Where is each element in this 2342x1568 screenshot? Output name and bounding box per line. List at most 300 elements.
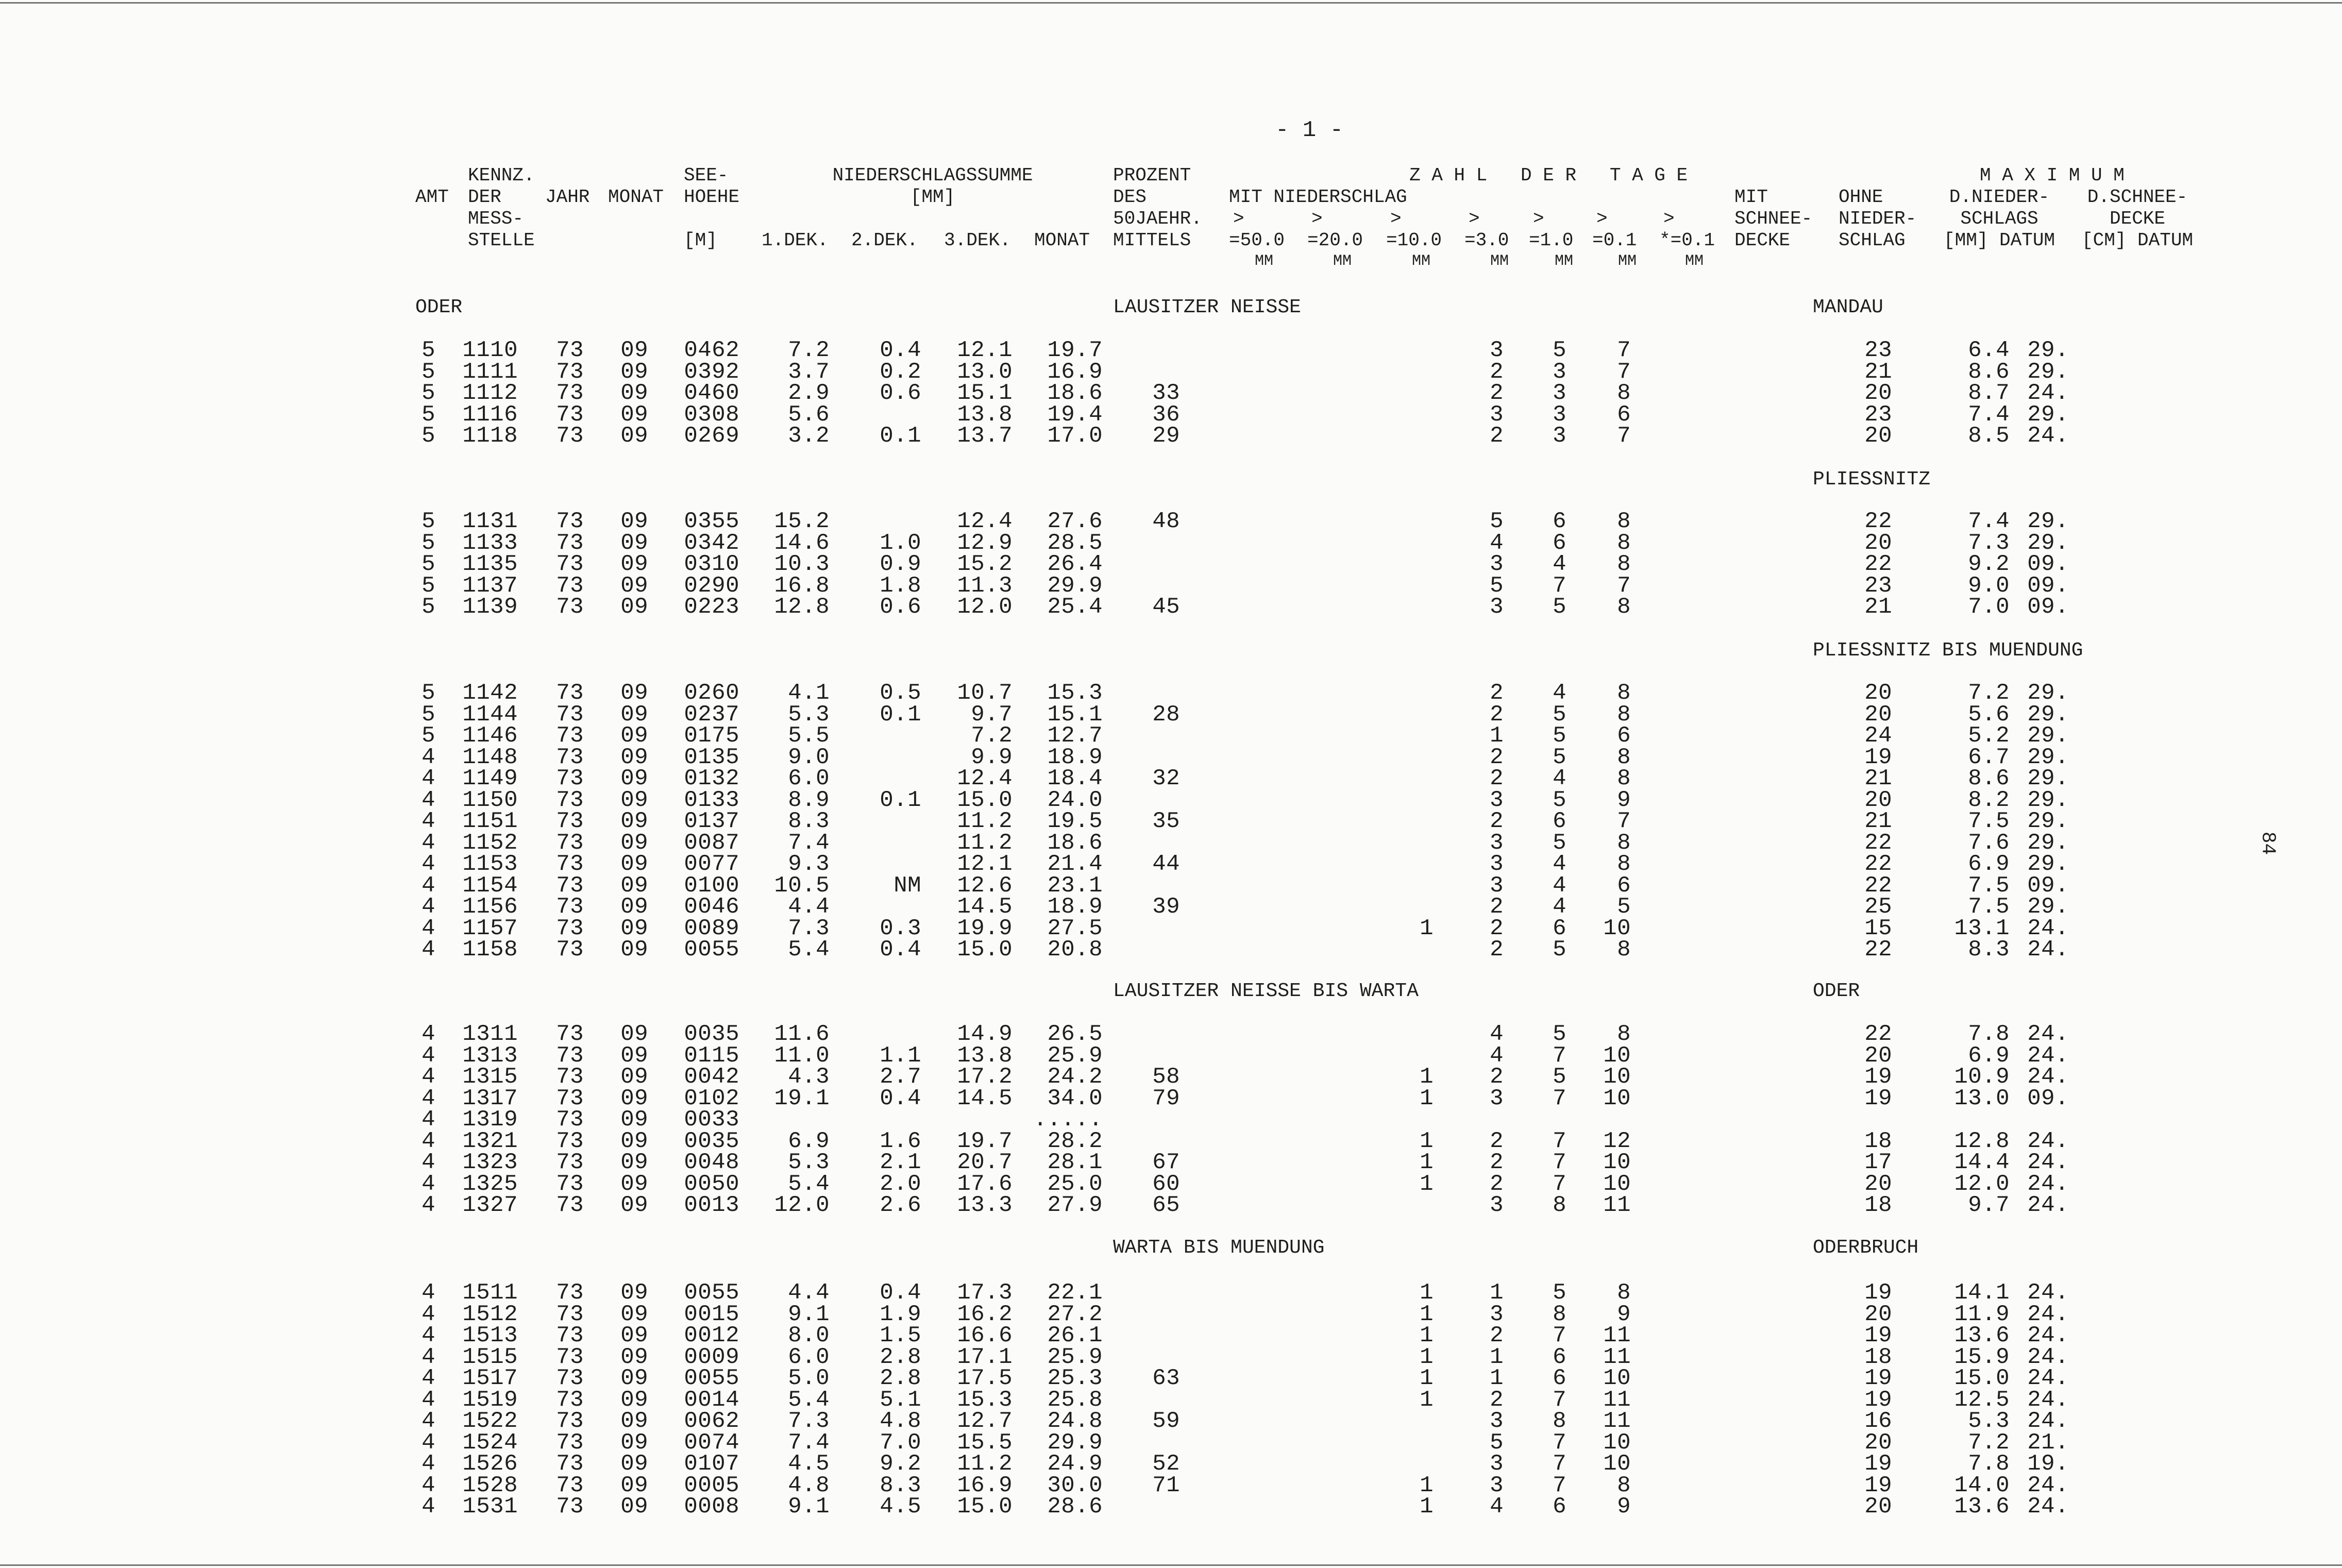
cell-jahr: 73 bbox=[556, 1472, 584, 1498]
cell-amt: 4 bbox=[422, 1408, 435, 1434]
cell-tage-1: 6 bbox=[1553, 530, 1566, 556]
cell-amt: 4 bbox=[422, 1128, 435, 1154]
cell-monat-sum: 28.6 bbox=[1047, 1494, 1103, 1520]
cell-dek2: 4.5 bbox=[880, 1494, 921, 1520]
cell-monat: 09 bbox=[620, 1192, 648, 1218]
cell-amt: 4 bbox=[422, 872, 435, 899]
cell-max-niederschlag: 8.6 bbox=[1968, 766, 2010, 791]
header-mit-niederschlag: MIT NIEDERSCHLAG bbox=[1229, 187, 1407, 208]
cell-jahr: 73 bbox=[556, 937, 584, 963]
cell-tage-3: 3 bbox=[1490, 1472, 1504, 1498]
cell-dek3: 12.1 bbox=[957, 851, 1013, 877]
cell-dek1: 6.0 bbox=[788, 1344, 830, 1370]
cell-max-niederschlag: 6.4 bbox=[1968, 338, 2010, 363]
cell-ohne-niederschlag: 23 bbox=[1864, 572, 1892, 599]
cell-amt: 4 bbox=[422, 1323, 435, 1348]
cell-hoehe: 0008 bbox=[684, 1494, 739, 1520]
cell-jahr: 73 bbox=[556, 1042, 584, 1069]
header-zahl-der-tage: Z A H L D E R T A G E bbox=[1409, 165, 1688, 186]
cell-tage-01: 8 bbox=[1617, 830, 1631, 856]
cell-tage-1: 7 bbox=[1553, 572, 1566, 599]
cell-max-datum: 29. bbox=[2027, 701, 2069, 728]
cell-jahr: 73 bbox=[556, 894, 584, 920]
cell-max-niederschlag: 7.5 bbox=[1968, 894, 2010, 920]
cell-monat-sum: 15.1 bbox=[1047, 701, 1103, 728]
cell-dek2: 0.1 bbox=[880, 701, 921, 728]
cell-tage-3: 2 bbox=[1490, 808, 1504, 834]
header-jahr: JAHR bbox=[545, 187, 590, 208]
cell-station-id: 1522 bbox=[462, 1408, 518, 1434]
cell-monat: 09 bbox=[620, 359, 648, 385]
section-label: LAUSITZER NEISSE BIS WARTA bbox=[1113, 980, 1419, 1002]
cell-dek2: 8.3 bbox=[880, 1472, 921, 1498]
cell-jahr: 73 bbox=[556, 1192, 584, 1218]
cell-max-niederschlag: 13.0 bbox=[1954, 1085, 2010, 1111]
area-label: PLIESSNITZ BIS MUENDUNG bbox=[1813, 639, 2083, 662]
cell-tage-1: 5 bbox=[1553, 1021, 1566, 1047]
cell-ohne-niederschlag: 23 bbox=[1864, 338, 1892, 363]
cell-dek2: 2.0 bbox=[880, 1171, 921, 1197]
cell-max-niederschlag: 12.0 bbox=[1954, 1171, 2010, 1197]
cell-tage-01: 7 bbox=[1617, 359, 1631, 385]
cell-monat: 09 bbox=[620, 915, 648, 941]
cell-max-datum: 19. bbox=[2027, 1451, 2069, 1477]
cell-monat: 09 bbox=[620, 1344, 648, 1370]
cell-dek3: 16.2 bbox=[957, 1301, 1013, 1327]
cell-dek1: 11.0 bbox=[774, 1042, 830, 1069]
cell-jahr: 73 bbox=[556, 808, 584, 834]
cell-monat-sum: ..... bbox=[1033, 1107, 1103, 1133]
area-label: ODER bbox=[1813, 980, 1860, 1002]
cell-dek3: 17.3 bbox=[957, 1280, 1013, 1306]
cell-dek1: 10.3 bbox=[774, 551, 830, 577]
cell-jahr: 73 bbox=[556, 380, 584, 406]
cell-jahr: 73 bbox=[556, 1107, 584, 1133]
cell-monat: 09 bbox=[620, 551, 648, 577]
cell-tage-01: 10 bbox=[1603, 1365, 1631, 1391]
cell-amt: 4 bbox=[422, 766, 435, 791]
cell-tage-3: 1 bbox=[1490, 723, 1504, 749]
header-threshold: =50.0 bbox=[1229, 230, 1285, 251]
header-threshold-unit: MM bbox=[1555, 252, 1574, 270]
cell-tage-1: 7 bbox=[1553, 1042, 1566, 1069]
cell-dek1: 5.0 bbox=[788, 1365, 830, 1391]
cell-dek3: 20.7 bbox=[957, 1150, 1013, 1175]
cell-tage-01: 8 bbox=[1617, 1472, 1631, 1498]
cell-amt: 4 bbox=[422, 937, 435, 963]
cell-tage-1: 6 bbox=[1553, 1344, 1566, 1370]
cell-tage-01: 5 bbox=[1617, 894, 1631, 920]
cell-monat: 09 bbox=[620, 401, 648, 428]
cell-dek3: 19.7 bbox=[957, 1128, 1013, 1154]
cell-tage-1: 7 bbox=[1553, 1171, 1566, 1197]
cell-station-id: 1146 bbox=[462, 723, 518, 749]
header-kennz: KENNZ. DER MESS- STELLE bbox=[468, 165, 535, 251]
cell-tage-10: 1 bbox=[1420, 1323, 1434, 1348]
cell-dek2: 1.6 bbox=[880, 1128, 921, 1154]
cell-max-datum: 24. bbox=[2027, 915, 2069, 941]
cell-tage-10: 1 bbox=[1420, 1301, 1434, 1327]
cell-max-niederschlag: 8.3 bbox=[1968, 937, 2010, 963]
cell-tage-01: 8 bbox=[1617, 380, 1631, 406]
cell-prozent: 48 bbox=[1152, 509, 1180, 534]
cell-jahr: 73 bbox=[556, 680, 584, 706]
cell-jahr: 73 bbox=[556, 551, 584, 577]
cell-ohne-niederschlag: 19 bbox=[1864, 1280, 1892, 1306]
cell-amt: 4 bbox=[422, 1494, 435, 1520]
cell-tage-1: 7 bbox=[1553, 1429, 1566, 1456]
cell-max-niederschlag: 6.9 bbox=[1968, 851, 2010, 877]
cell-monat: 09 bbox=[620, 1107, 648, 1133]
cell-amt: 4 bbox=[422, 1429, 435, 1456]
cell-hoehe: 0005 bbox=[684, 1472, 739, 1498]
cell-monat-sum: 28.1 bbox=[1047, 1150, 1103, 1175]
cell-station-id: 1515 bbox=[462, 1344, 518, 1370]
cell-dek1: 4.5 bbox=[788, 1451, 830, 1477]
cell-prozent: 39 bbox=[1152, 894, 1180, 920]
cell-jahr: 73 bbox=[556, 594, 584, 620]
cell-jahr: 73 bbox=[556, 509, 584, 534]
cell-ohne-niederschlag: 22 bbox=[1864, 509, 1892, 534]
cell-monat: 09 bbox=[620, 1150, 648, 1175]
cell-tage-3: 2 bbox=[1490, 359, 1504, 385]
cell-tage-3: 4 bbox=[1490, 1494, 1504, 1520]
cell-max-datum: 21. bbox=[2027, 1429, 2069, 1456]
cell-tage-1: 4 bbox=[1553, 872, 1566, 899]
cell-hoehe: 0460 bbox=[684, 380, 739, 406]
cell-tage-01: 8 bbox=[1617, 1021, 1631, 1047]
cell-tage-01: 8 bbox=[1617, 530, 1631, 556]
cell-prozent: 59 bbox=[1152, 1408, 1180, 1434]
cell-dek1: 4.3 bbox=[788, 1064, 830, 1090]
cell-ohne-niederschlag: 20 bbox=[1864, 1042, 1892, 1069]
cell-monat: 09 bbox=[620, 530, 648, 556]
cell-tage-01: 7 bbox=[1617, 338, 1631, 363]
cell-tage-3: 2 bbox=[1490, 680, 1504, 706]
cell-tage-3: 2 bbox=[1490, 1171, 1504, 1197]
cell-monat: 09 bbox=[620, 1494, 648, 1520]
bottom-scan-edge bbox=[0, 1564, 2342, 1566]
cell-amt: 4 bbox=[422, 1150, 435, 1175]
cell-ohne-niederschlag: 20 bbox=[1864, 1429, 1892, 1456]
cell-dek2: 1.8 bbox=[880, 572, 921, 599]
cell-hoehe: 0055 bbox=[684, 1365, 739, 1391]
cell-monat-sum: 20.8 bbox=[1047, 937, 1103, 963]
cell-dek3: 15.5 bbox=[957, 1429, 1013, 1456]
cell-dek3: 15.0 bbox=[957, 787, 1013, 813]
cell-tage-01: 10 bbox=[1603, 1429, 1631, 1456]
cell-tage-01: 7 bbox=[1617, 808, 1631, 834]
cell-max-datum: 09. bbox=[2027, 1085, 2069, 1111]
header-dek3: 3.DEK. bbox=[944, 230, 1011, 251]
cell-hoehe: 0015 bbox=[684, 1301, 739, 1327]
cell-dek1: 5.5 bbox=[788, 723, 830, 749]
cell-ohne-niederschlag: 20 bbox=[1864, 1494, 1892, 1520]
header-amt: AMT bbox=[415, 187, 449, 208]
cell-dek1: 16.8 bbox=[774, 572, 830, 599]
cell-jahr: 73 bbox=[556, 1344, 584, 1370]
header-threshold-sign: > bbox=[1233, 208, 1244, 229]
cell-dek2: 1.0 bbox=[880, 530, 921, 556]
cell-dek3: 17.5 bbox=[957, 1365, 1013, 1391]
cell-tage-1: 4 bbox=[1553, 551, 1566, 577]
cell-monat: 09 bbox=[620, 766, 648, 791]
cell-max-datum: 29. bbox=[2027, 851, 2069, 877]
cell-hoehe: 0013 bbox=[684, 1192, 739, 1218]
cell-tage-1: 5 bbox=[1553, 937, 1566, 963]
cell-dek3: 12.0 bbox=[957, 594, 1013, 620]
header-threshold-unit: MM bbox=[1618, 252, 1637, 270]
cell-tage-01: 9 bbox=[1617, 787, 1631, 813]
cell-dek2: 9.2 bbox=[880, 1451, 921, 1477]
cell-tage-3: 1 bbox=[1490, 1365, 1504, 1391]
cell-tage-10: 1 bbox=[1420, 1085, 1434, 1111]
cell-tage-3: 2 bbox=[1490, 423, 1504, 449]
cell-monat-sum: 24.2 bbox=[1047, 1064, 1103, 1090]
cell-max-datum: 24. bbox=[2027, 1408, 2069, 1434]
cell-station-id: 1112 bbox=[462, 380, 518, 406]
cell-tage-01: 11 bbox=[1603, 1192, 1631, 1218]
cell-dek2: 0.4 bbox=[880, 1280, 921, 1306]
cell-tage-3: 2 bbox=[1490, 937, 1504, 963]
cell-dek1: 14.6 bbox=[774, 530, 830, 556]
cell-tage-01: 8 bbox=[1617, 594, 1631, 620]
cell-tage-01: 8 bbox=[1617, 509, 1631, 534]
cell-amt: 4 bbox=[422, 830, 435, 856]
cell-tage-1: 3 bbox=[1553, 401, 1566, 428]
cell-max-niederschlag: 7.2 bbox=[1968, 680, 2010, 706]
cell-hoehe: 0035 bbox=[684, 1021, 739, 1047]
cell-hoehe: 0137 bbox=[684, 808, 739, 834]
header-threshold-unit: MM bbox=[1412, 252, 1431, 270]
cell-station-id: 1156 bbox=[462, 894, 518, 920]
cell-monat-sum: 29.9 bbox=[1047, 572, 1103, 599]
cell-hoehe: 0042 bbox=[684, 1064, 739, 1090]
cell-max-niederschlag: 8.5 bbox=[1968, 423, 2010, 449]
cell-dek3: 12.6 bbox=[957, 872, 1013, 899]
cell-amt: 5 bbox=[422, 701, 435, 728]
cell-tage-3: 3 bbox=[1490, 830, 1504, 856]
cell-dek1: 5.4 bbox=[788, 1171, 830, 1197]
cell-max-datum: 24. bbox=[2027, 1280, 2069, 1306]
cell-jahr: 73 bbox=[556, 572, 584, 599]
cell-hoehe: 0392 bbox=[684, 359, 739, 385]
cell-ohne-niederschlag: 21 bbox=[1864, 359, 1892, 385]
cell-dek1: 11.6 bbox=[774, 1021, 830, 1047]
cell-max-niederschlag: 7.5 bbox=[1968, 872, 2010, 899]
cell-tage-01: 9 bbox=[1617, 1301, 1631, 1327]
cell-hoehe: 0033 bbox=[684, 1107, 739, 1133]
cell-dek1: 6.9 bbox=[788, 1128, 830, 1154]
cell-dek1: 4.1 bbox=[788, 680, 830, 706]
cell-hoehe: 0087 bbox=[684, 830, 739, 856]
cell-dek2: 0.1 bbox=[880, 787, 921, 813]
cell-jahr: 73 bbox=[556, 1451, 584, 1477]
cell-monat-sum: 25.4 bbox=[1047, 594, 1103, 620]
header-max-niederschlag: D.NIEDER- SCHLAGS [MM] DATUM bbox=[1944, 187, 2055, 251]
cell-hoehe: 0014 bbox=[684, 1387, 739, 1413]
cell-dek2: 1.5 bbox=[880, 1323, 921, 1348]
cell-monat: 09 bbox=[620, 380, 648, 406]
cell-tage-3: 3 bbox=[1490, 872, 1504, 899]
cell-prozent: 65 bbox=[1152, 1192, 1180, 1218]
cell-ohne-niederschlag: 19 bbox=[1864, 1472, 1892, 1498]
cell-monat-sum: 19.4 bbox=[1047, 401, 1103, 428]
cell-jahr: 73 bbox=[556, 1387, 584, 1413]
cell-prozent: 33 bbox=[1152, 380, 1180, 406]
cell-max-niederschlag: 15.0 bbox=[1954, 1365, 2010, 1391]
cell-tage-01: 6 bbox=[1617, 723, 1631, 749]
cell-dek3: 16.6 bbox=[957, 1323, 1013, 1348]
cell-monat-sum: 25.0 bbox=[1047, 1171, 1103, 1197]
cell-station-id: 1511 bbox=[462, 1280, 518, 1306]
cell-station-id: 1118 bbox=[462, 423, 518, 449]
cell-tage-1: 5 bbox=[1553, 701, 1566, 728]
cell-tage-3: 2 bbox=[1490, 894, 1504, 920]
cell-amt: 5 bbox=[422, 423, 435, 449]
cell-monat: 09 bbox=[620, 1021, 648, 1047]
cell-monat: 09 bbox=[620, 1085, 648, 1111]
cell-dek3: 11.2 bbox=[957, 1451, 1013, 1477]
cell-station-id: 1148 bbox=[462, 744, 518, 770]
cell-monat: 09 bbox=[620, 744, 648, 770]
cell-tage-10: 1 bbox=[1420, 1280, 1434, 1306]
cell-dek3: 12.1 bbox=[957, 338, 1013, 363]
cell-amt: 5 bbox=[422, 359, 435, 385]
cell-hoehe: 0223 bbox=[684, 594, 739, 620]
cell-dek2: 1.1 bbox=[880, 1042, 921, 1069]
cell-tage-3: 2 bbox=[1490, 1064, 1504, 1090]
cell-max-datum: 24. bbox=[2027, 937, 2069, 963]
cell-station-id: 1323 bbox=[462, 1150, 518, 1175]
cell-max-datum: 29. bbox=[2027, 509, 2069, 534]
cell-station-id: 1317 bbox=[462, 1085, 518, 1111]
cell-monat-sum: 12.7 bbox=[1047, 723, 1103, 749]
cell-dek1: 5.3 bbox=[788, 1150, 830, 1175]
cell-station-id: 1154 bbox=[462, 872, 518, 899]
cell-tage-01: 6 bbox=[1617, 872, 1631, 899]
cell-jahr: 73 bbox=[556, 766, 584, 791]
cell-max-niederschlag: 7.0 bbox=[1968, 594, 2010, 620]
header-maximum: M A X I M U M bbox=[1980, 165, 2125, 186]
cell-dek3: 11.2 bbox=[957, 830, 1013, 856]
cell-amt: 4 bbox=[422, 851, 435, 877]
header-threshold-sign: > bbox=[1533, 208, 1544, 229]
cell-prozent: 32 bbox=[1152, 766, 1180, 791]
cell-dek3: 17.6 bbox=[957, 1171, 1013, 1197]
header-dek1: 1.DEK. bbox=[762, 230, 829, 251]
cell-max-datum: 24. bbox=[2027, 1365, 2069, 1391]
cell-dek3: 15.1 bbox=[957, 380, 1013, 406]
cell-jahr: 73 bbox=[556, 723, 584, 749]
cell-max-datum: 24. bbox=[2027, 1171, 2069, 1197]
cell-dek2: 2.1 bbox=[880, 1150, 921, 1175]
cell-dek1: 5.4 bbox=[788, 1387, 830, 1413]
cell-hoehe: 0055 bbox=[684, 1280, 739, 1306]
cell-prozent: 63 bbox=[1152, 1365, 1180, 1391]
cell-dek1: 5.6 bbox=[788, 401, 830, 428]
cell-dek3: 12.4 bbox=[957, 509, 1013, 534]
cell-dek3: 15.3 bbox=[957, 1387, 1013, 1413]
cell-ohne-niederschlag: 22 bbox=[1864, 872, 1892, 899]
cell-station-id: 1149 bbox=[462, 766, 518, 791]
header-dek2: 2.DEK. bbox=[851, 230, 918, 251]
cell-dek2: 7.0 bbox=[880, 1429, 921, 1456]
cell-tage-1: 7 bbox=[1553, 1472, 1566, 1498]
cell-amt: 4 bbox=[422, 894, 435, 920]
cell-dek1: 4.4 bbox=[788, 1280, 830, 1306]
cell-monat: 09 bbox=[620, 894, 648, 920]
cell-tage-10: 1 bbox=[1420, 1472, 1434, 1498]
cell-hoehe: 0310 bbox=[684, 551, 739, 577]
cell-max-niederschlag: 9.2 bbox=[1968, 551, 2010, 577]
cell-tage-3: 4 bbox=[1490, 1042, 1504, 1069]
cell-max-niederschlag: 6.7 bbox=[1968, 744, 2010, 770]
cell-tage-01: 10 bbox=[1603, 915, 1631, 941]
cell-tage-3: 2 bbox=[1490, 1387, 1504, 1413]
cell-dek1: 7.4 bbox=[788, 830, 830, 856]
cell-hoehe: 0133 bbox=[684, 787, 739, 813]
cell-hoehe: 0009 bbox=[684, 1344, 739, 1370]
cell-monat-sum: 19.7 bbox=[1047, 338, 1103, 363]
cell-hoehe: 0035 bbox=[684, 1128, 739, 1154]
cell-tage-3: 2 bbox=[1490, 380, 1504, 406]
cell-monat: 09 bbox=[620, 1451, 648, 1477]
cell-max-datum: 24. bbox=[2027, 1192, 2069, 1218]
cell-monat-sum: 24.9 bbox=[1047, 1451, 1103, 1477]
cell-monat-sum: 28.2 bbox=[1047, 1128, 1103, 1154]
cell-ohne-niederschlag: 22 bbox=[1864, 851, 1892, 877]
cell-tage-1: 8 bbox=[1553, 1408, 1566, 1434]
cell-dek3: 17.1 bbox=[957, 1344, 1013, 1370]
cell-tage-1: 7 bbox=[1553, 1128, 1566, 1154]
cell-tage-1: 5 bbox=[1553, 1280, 1566, 1306]
cell-monat-sum: 27.9 bbox=[1047, 1192, 1103, 1218]
cell-monat: 09 bbox=[620, 1128, 648, 1154]
cell-tage-01: 8 bbox=[1617, 701, 1631, 728]
header-threshold-unit: MM bbox=[1333, 252, 1352, 270]
header-threshold-unit: MM bbox=[1685, 252, 1704, 270]
cell-jahr: 73 bbox=[556, 423, 584, 449]
cell-dek1: 5.3 bbox=[788, 701, 830, 728]
cell-station-id: 1158 bbox=[462, 937, 518, 963]
cell-amt: 4 bbox=[422, 1171, 435, 1197]
cell-max-datum: 24. bbox=[2027, 1064, 2069, 1090]
cell-jahr: 73 bbox=[556, 1365, 584, 1391]
cell-monat: 09 bbox=[620, 787, 648, 813]
cell-amt: 4 bbox=[422, 1472, 435, 1498]
cell-max-datum: 24. bbox=[2027, 1472, 2069, 1498]
cell-jahr: 73 bbox=[556, 787, 584, 813]
cell-tage-1: 5 bbox=[1553, 744, 1566, 770]
cell-dek3: 14.9 bbox=[957, 1021, 1013, 1047]
cell-tage-1: 4 bbox=[1553, 766, 1566, 791]
cell-tage-01: 11 bbox=[1603, 1408, 1631, 1434]
cell-station-id: 1311 bbox=[462, 1021, 518, 1047]
cell-dek3: 12.7 bbox=[957, 1408, 1013, 1434]
cell-max-datum: 24. bbox=[2027, 1021, 2069, 1047]
cell-tage-1: 6 bbox=[1553, 509, 1566, 534]
cell-hoehe: 0055 bbox=[684, 937, 739, 963]
cell-dek2: 2.8 bbox=[880, 1365, 921, 1391]
cell-prozent: 36 bbox=[1152, 401, 1180, 428]
cell-tage-3: 3 bbox=[1490, 1451, 1504, 1477]
header-monat-sum: MONAT bbox=[1034, 230, 1090, 251]
cell-hoehe: 0100 bbox=[684, 872, 739, 899]
cell-ohne-niederschlag: 25 bbox=[1864, 894, 1892, 920]
cell-max-datum: 29. bbox=[2027, 723, 2069, 749]
section-label: LAUSITZER NEISSE bbox=[1113, 296, 1301, 318]
